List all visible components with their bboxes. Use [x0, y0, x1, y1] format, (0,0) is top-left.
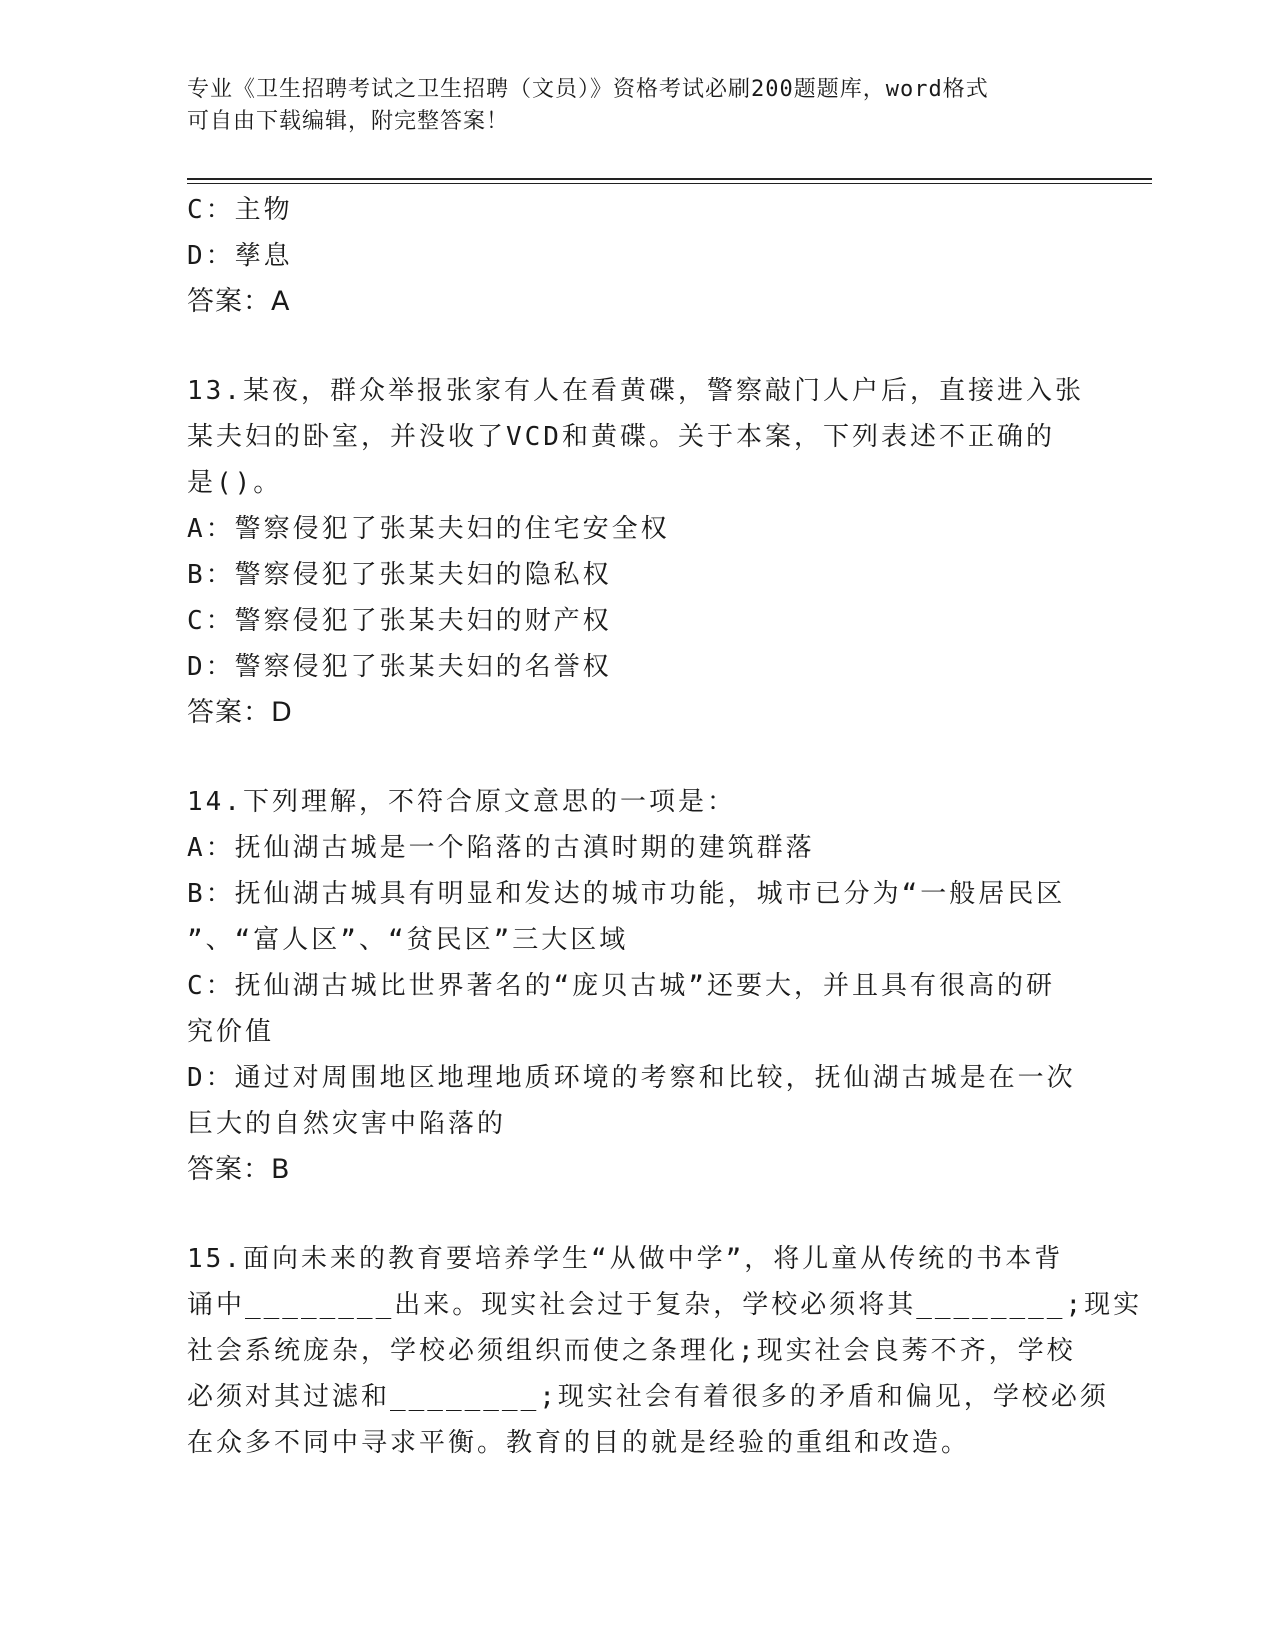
q15-stem-line-3: 社会系统庞杂，学校必须组织而使之条理化;现实社会良莠不齐，学校 — [187, 1336, 1076, 1366]
q14-option-c-line-2: 究价值 — [187, 1017, 275, 1047]
q13-option-b: B：警察侵犯了张某夫妇的隐私权 — [187, 560, 612, 590]
q14-option-c-line-1: C：抚仙湖古城比世界著名的“庞贝古城”还要大，并且具有很高的研 — [187, 971, 1055, 1001]
page-header — [187, 74, 1067, 138]
header-title-line-1: 专业《卫生招聘考试之卫生招聘（文员）》资格考试必刷200题题库，word格式 — [187, 77, 989, 102]
header-divider-thin — [187, 183, 1152, 184]
q13-stem-line-1: 13.某夜，群众举报张家有人在看黄碟，警察敲门人户后，直接进入张 — [187, 376, 1084, 406]
q14-option-b-line-2: ”、“富人区”、“贫民区”三大区域 — [187, 925, 629, 955]
header-title-line-2: 可自由下载编辑，附完整答案！ — [187, 109, 510, 134]
question-content — [187, 187, 1143, 1466]
question-spacer — [187, 325, 1087, 368]
q14-option-d-line-2: 巨大的自然灾害中陷落的 — [187, 1109, 507, 1139]
q13-option-c: C：警察侵犯了张某夫妇的财产权 — [187, 606, 612, 636]
q13-option-a: A：警察侵犯了张某夫妇的住宅安全权 — [187, 514, 670, 544]
q13-answer: 答案：D — [187, 697, 293, 728]
q13-option-d: D：警察侵犯了张某夫妇的名誉权 — [187, 652, 612, 682]
q14-answer: 答案：B — [187, 1154, 291, 1185]
header-divider-thick — [187, 178, 1152, 180]
q15-stem-line-5: 在众多不同中寻求平衡。教育的目的就是经验的重组和改造。 — [187, 1428, 971, 1458]
q14-option-d-line-1: D：通过对周围地区地理地质环境的考察和比较，抚仙湖古城是在一次 — [187, 1063, 1076, 1093]
question-spacer — [187, 1193, 1087, 1236]
q15-stem-line-4: 必须对其过滤和________;现实社会有着很多的矛盾和偏见，学校必须 — [187, 1382, 1109, 1412]
q14-option-a: A：抚仙湖古城是一个陷落的古滇时期的建筑群落 — [187, 833, 815, 863]
q12-option-d: D：孳息 — [187, 241, 293, 271]
question-13 — [187, 368, 1087, 736]
q12-answer: 答案：A — [187, 286, 291, 317]
q14-stem: 14.下列理解，不符合原文意思的一项是： — [187, 787, 736, 817]
q14-option-b-line-1: B：抚仙湖古城具有明显和发达的城市功能，城市已分为“一般居民区 — [187, 879, 1066, 909]
question-14 — [187, 779, 1087, 1193]
question-12 — [187, 187, 1087, 325]
question-spacer — [187, 736, 1087, 779]
q12-option-c: C：主物 — [187, 195, 293, 225]
q13-stem-line-3: 是()。 — [187, 468, 283, 498]
q15-stem-line-2: 诵中________出来。现实社会过于复杂，学校必须将其________;现实 — [187, 1290, 1143, 1320]
q15-stem-line-1: 15.面向未来的教育要培养学生“从做中学”，将儿童从传统的书本背 — [187, 1244, 1064, 1274]
q13-stem-line-2: 某夫妇的卧室，并没收了VCD和黄碟。关于本案，下列表述不正确的 — [187, 422, 1055, 452]
question-15 — [187, 1236, 1143, 1466]
